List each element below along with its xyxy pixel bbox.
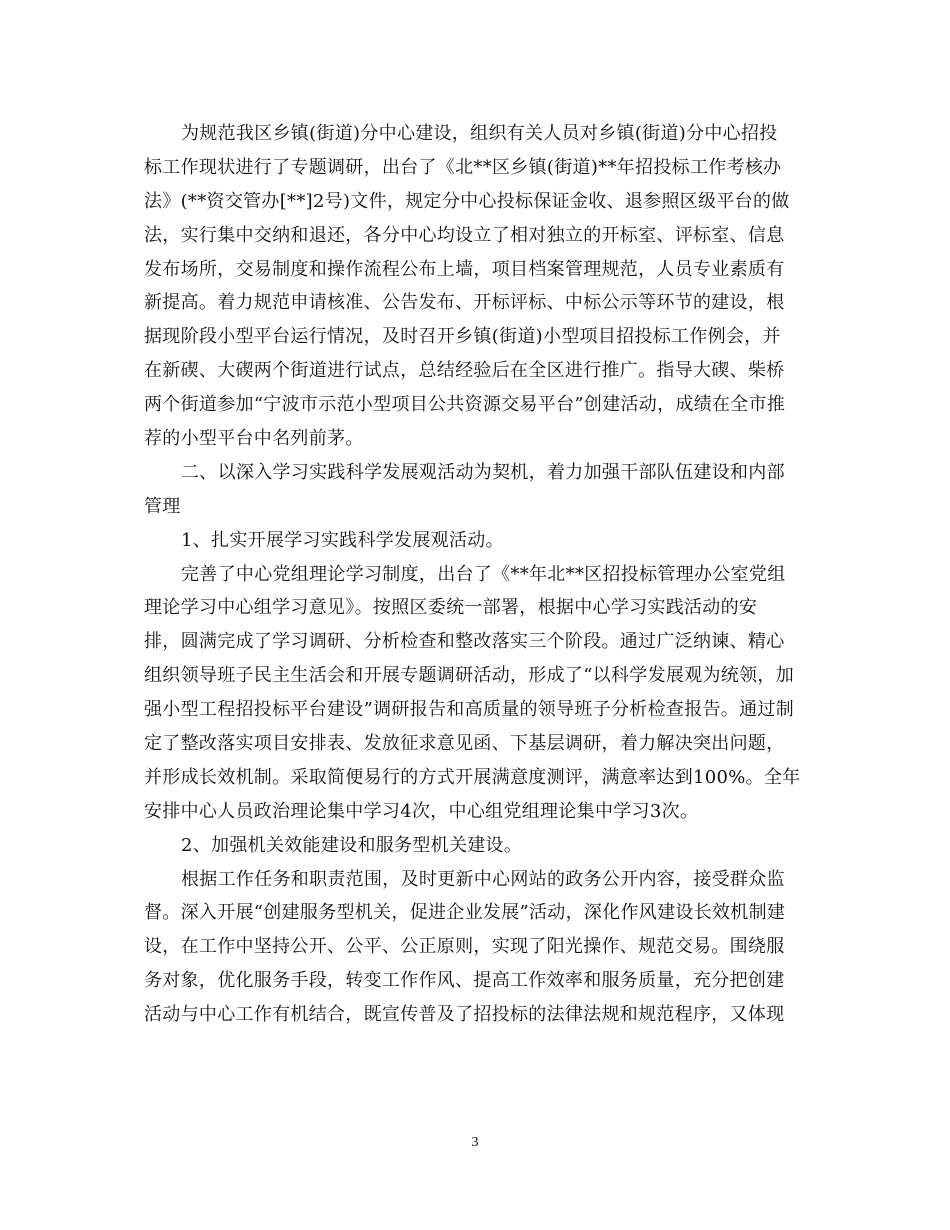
text-line: 标工作现状进行了专题调研，出台了《北**区乡镇(街道)**年招投标工作考核办	[144, 156, 782, 178]
text-line: 务对象，优化服务手段，转变工作作风、提高工作效率和服务质量，充分把创建	[144, 970, 785, 992]
text-line: 并形成长效机制。采取简便易行的方式开展满意度测评，满意率达到100%。全年	[144, 766, 801, 788]
document-body	[144, 117, 812, 1032]
text-line: 新提高。着力规范申请核准、公告发布、开标评标、中标公示等环节的建设，根	[144, 292, 785, 314]
text-line: 在新碶、大碶两个街道进行试点，总结经验后在全区进行推广。指导大碶、柴桥	[144, 360, 785, 382]
text-line: 据现阶段小型平台运行情况，及时召开乡镇(街道)小型项目招投标工作例会，并	[144, 326, 781, 348]
text-line: 督。深入开展“创建服务型机关，促进企业发展”活动，深化作风建设长效机制建	[144, 902, 786, 924]
text-line: 安排中心人员政治理论集中学习4次，中心组党组理论集中学习3次。	[144, 800, 699, 822]
text-line: 为规范我区乡镇(街道)分中心建设，组织有关人员对乡镇(街道)分中心招投	[181, 123, 778, 144]
text-line: 两个街道参加“宁波市示范小型项目公共资源交易平台”创建活动，成绩在全市推	[144, 394, 786, 416]
text-line: 完善了中心党组理论学习制度，出台了《**年北**区招投标管理办公室党组	[181, 563, 786, 585]
text-line: 强小型工程招投标平台建设”调研报告和高质量的领导班子分析检查报告。通过制	[144, 699, 794, 721]
text-line: 理论学习中心组学习意见》。按照区委统一部署，根据中心学习实践活动的安	[144, 597, 758, 619]
text-line: 设，在工作中坚持公开、公平、公正原则，实现了阳光操作、规范交易。围绕服	[144, 936, 785, 958]
text-line: 管理	[144, 495, 181, 517]
text-line: 发布场所，交易制度和操作流程公布上墙，项目档案管理规范，人员专业素质有	[144, 258, 785, 280]
text-line: 根据工作任务和职责范围，及时更新中心网站的政务公开内容，接受群众监	[181, 868, 785, 890]
text-line: 二、以深入学习实践科学发展观活动为契机，着力加强干部队伍建设和内部	[181, 461, 785, 483]
text-line: 排，圆满完成了学习调研、分析检查和整改落实三个阶段。通过广泛纳谏、精心	[144, 631, 785, 653]
text-line: 2、加强机关效能建设和服务型机关建设。	[181, 834, 523, 856]
text-line: 1、扎实开展学习实践科学发展观活动。	[181, 529, 504, 551]
text-line: 组织领导班子民主生活会和开展专题调研活动，形成了“以科学发展观为统领，加	[144, 665, 794, 687]
page-number: 3	[471, 1135, 479, 1150]
text-line: 法》(**资交管办[**]2号)文件，规定分中心投标保证金收、退参照区级平台的做	[144, 190, 790, 212]
text-line: 定了整改落实项目安排表、发放征求意见函、下基层调研，着力解决突出问题，	[144, 733, 785, 755]
text-line: 法，实行集中交纳和退还，各分中心均设立了相对独立的开标室、评标室、信息	[144, 224, 785, 246]
text-line: 荐的小型平台中名列前茅。	[144, 428, 364, 450]
text-line: 活动与中心工作有机结合，既宣传普及了招投标的法律法规和规范程序，又体现	[144, 1004, 785, 1026]
